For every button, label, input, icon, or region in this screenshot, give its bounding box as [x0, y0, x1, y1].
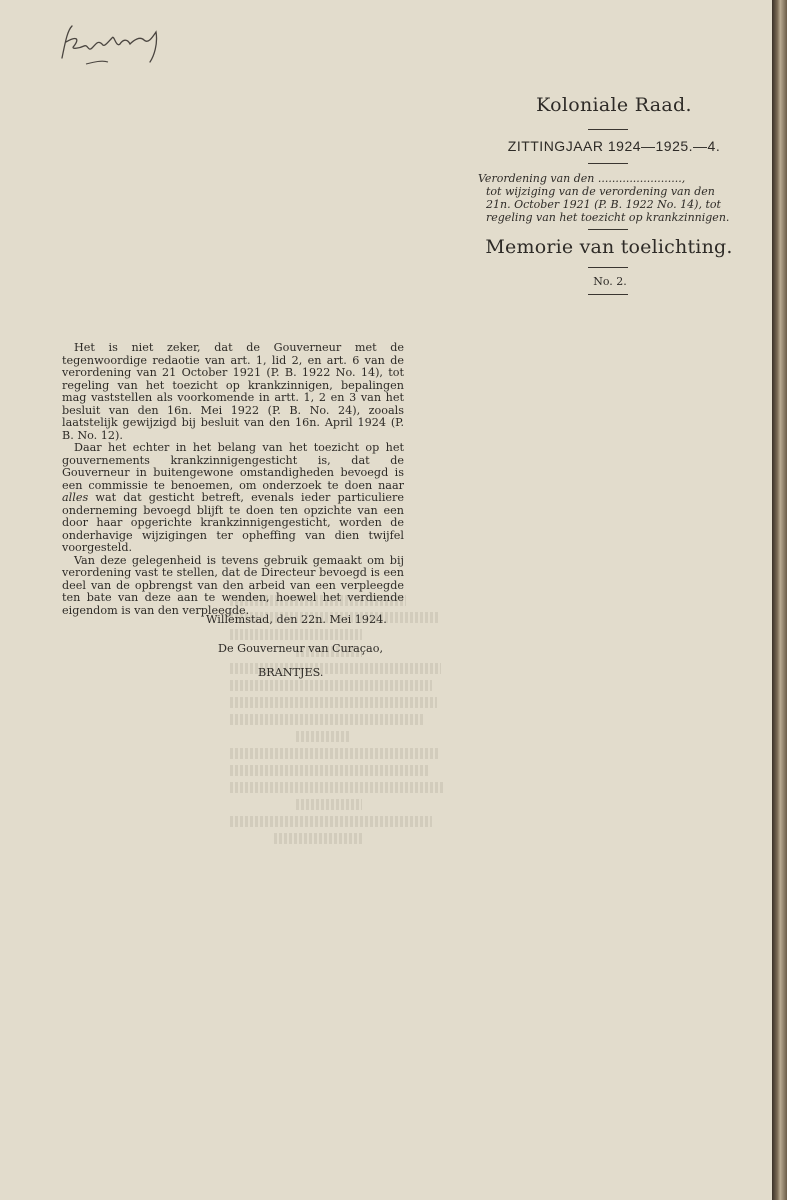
signatory-title: De Gouverneur van Curaçao,: [218, 642, 384, 655]
ordinance-line: Verordening van den ........................,: [478, 172, 686, 185]
place-date: Willemstad, den 22n. Mei 1924.: [206, 613, 387, 626]
body-paragraph: Daar het echter in het belang van het toezicht op het gouvernements krankzinnigengesticht is, dat de Gouverneur in buitengewone omstandigheden bevoegd is een commissie te benoemen, om onderzoek te doen naar alles wat dat gesticht betreft, evenals ieder particuliere onderneming bevoegd blijft te doen ten opzichte van een door haar opgerichte krankzinnigengesticht, worden de onderhavige wijzigingen ter opheffing van dien twijfel voorgesteld.: [62, 441, 404, 554]
ordinance-line: 21n. October 1921 (P. B. 1922 No. 14), tot: [486, 198, 721, 211]
explanatory-text: [62, 342, 404, 617]
ordinance-description: [478, 172, 736, 224]
body-paragraph: Van deze gelegenheid is tevens gebruik gemaakt om bij verordening vast te stellen, dat de Directeur bevoegd is een deel van de opbrengst van den arbeid van een verpleegde ten bate van deze aan te wenden, hoewel het verdiende eigendom is van den verpleegde.: [62, 553, 404, 617]
council-title: Koloniale Raad.: [536, 94, 692, 116]
session-year: ZITTINGJAAR 1924—1925.—4.: [507, 138, 721, 154]
ordinance-line: tot wijziging van de verordening van den: [486, 185, 715, 198]
document-number: No. 2.: [593, 275, 627, 288]
divider: [588, 294, 628, 295]
divider: [588, 163, 628, 164]
binding-edge: [772, 0, 787, 1200]
show-through-text: [230, 595, 450, 1025]
body-paragraph: Het is niet zeker, dat de Gouverneur met de tegenwoordige redaotie van art. 1, lid 2, en art. 6 van de verordening van 21 October 1921 (P. B. 1922 No. 14), tot regeling van het toezicht op krankzinnigen, bepalingen mag vaststellen als voorkomende in artt. 1, 2 en 3 van het besluit van den 16n. Mei 1922 (P. B. No. 24), zooals laatstelijk gewijzigd bij besluit van den 16n. April 1924 (P. B. No. 12).: [62, 341, 404, 442]
divider: [588, 267, 628, 268]
emphasized-word: alles: [62, 491, 89, 504]
handwritten-annotation: [58, 18, 168, 68]
divider: [588, 229, 628, 230]
document-title: Memorie van toelichting.: [485, 236, 733, 258]
divider: [588, 129, 628, 130]
signatory-name: BRANTJES.: [258, 666, 324, 679]
ordinance-line: regeling van het toezicht op krankzinnigen.: [486, 211, 730, 224]
